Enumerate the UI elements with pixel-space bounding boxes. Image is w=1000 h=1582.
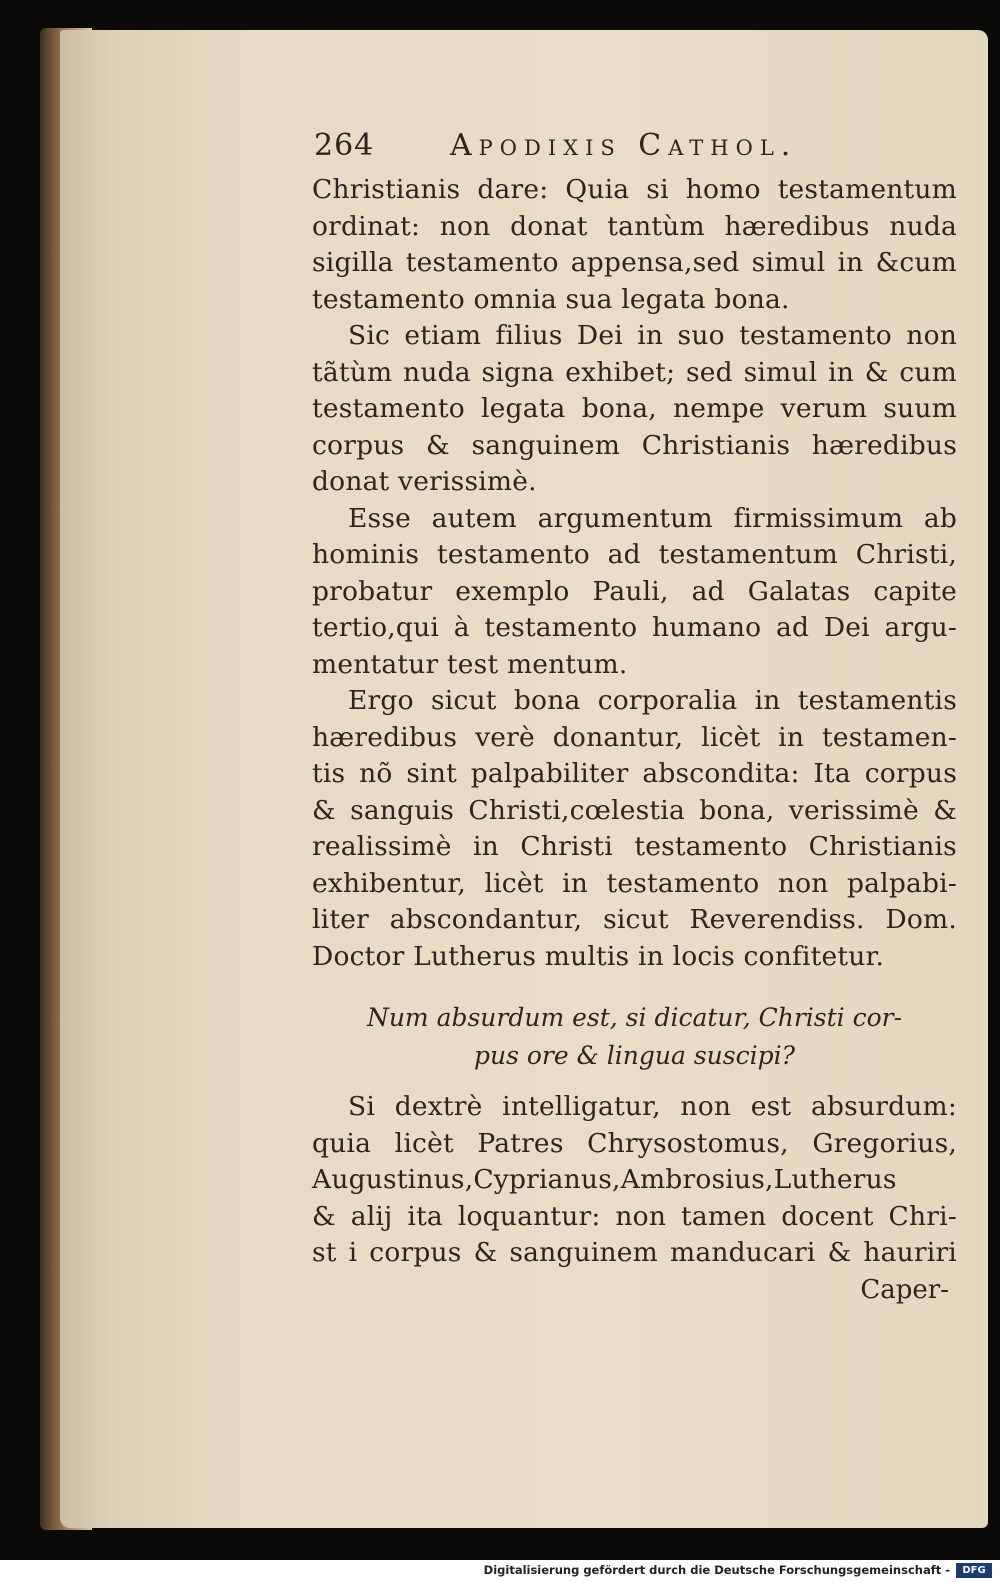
text-line: st i corpus & sanguinem manducari & hauriri xyxy=(312,1237,957,1268)
text-line: ordinat: non donat tantùm hæredibus nuda xyxy=(312,210,957,242)
text-line: donat verissimè. xyxy=(312,466,537,497)
dfg-logo-icon: DFG xyxy=(956,1563,992,1578)
text-line: exhibentur, licèt in testamento non palpabi- xyxy=(312,867,957,899)
section-heading xyxy=(312,999,957,1075)
text-line: corpus & sanguinem Christianis hæredibus xyxy=(312,429,957,461)
text-line: Christianis dare: Quia si homo testamentum xyxy=(312,174,957,205)
paragraph-3 xyxy=(312,501,957,684)
text-line: Esse autem argumentum firmissimum ab xyxy=(348,502,957,534)
text-line: sigilla testamento appensa,sed simul in &cum xyxy=(312,247,957,278)
text-line: realissimè in Christi testamento Christianis xyxy=(312,831,957,862)
page-number: 264 xyxy=(314,128,375,163)
text-line: Augustinus,Cyprianus,Ambrosius,Lutherus xyxy=(312,1164,897,1195)
paragraph-2 xyxy=(312,318,957,501)
heading-line: Num absurdum est, si dicatur, Christi cor- xyxy=(366,1003,903,1032)
text-line: probatur exemplo Pauli, ad Galatas capite xyxy=(312,575,957,607)
heading-line: pus ore & lingua suscipi? xyxy=(473,1041,796,1070)
text-line: Doctor Lutherus multis in locis confitetur. xyxy=(312,940,885,972)
text-line: testamento legata bona, nempe verum suum xyxy=(312,393,957,424)
text-line: tertio,qui à testamento humano ad Dei argu- xyxy=(312,612,957,643)
text-line: & alij ita loquantur: non tamen docent Chri- xyxy=(312,1200,957,1232)
text-line: testamento omnia sua legata bona. xyxy=(312,283,790,315)
text-line: tãtùm nuda signa exhibet; sed simul in & cum xyxy=(312,356,957,388)
text-line: hæredibus verè donantur, licèt in testamen- xyxy=(312,721,957,753)
text-line: quia licèt Patres Chrysostomus, Gregorius, xyxy=(312,1127,957,1159)
page-text xyxy=(312,128,957,1308)
text-line: hominis testamento ad testamentum Christi, xyxy=(312,539,957,570)
text-line: mentatur test mentum. xyxy=(312,648,628,680)
text-line: Ergo sicut bona corporalia in testamentis xyxy=(348,685,957,716)
running-title: Apodixis Cathol. xyxy=(450,128,798,163)
text-line: tis nõ sint palpabiliter abscondita: Ita corpus xyxy=(312,758,957,789)
running-head xyxy=(312,128,957,172)
text-line: Si dextrè intelligatur, non est absurdum: xyxy=(348,1091,957,1122)
digitization-footer xyxy=(0,1560,1000,1582)
text-line: & sanguis Christi,cœlestia bona, verissimè & xyxy=(312,794,957,826)
paragraph-4 xyxy=(312,683,957,975)
paragraph-5 xyxy=(312,1089,957,1272)
text-line: liter abscondantur, sicut Reverendiss. Dom. xyxy=(312,904,957,935)
text-line: Sic etiam filius Dei in suo testamento non xyxy=(348,320,957,351)
footer-credit: Digitalisierung gefördert durch die Deutsche Forschungsgemeinschaft - xyxy=(483,1563,950,1577)
paragraph-1 xyxy=(312,172,957,318)
catchword: Caper- xyxy=(860,1274,949,1305)
